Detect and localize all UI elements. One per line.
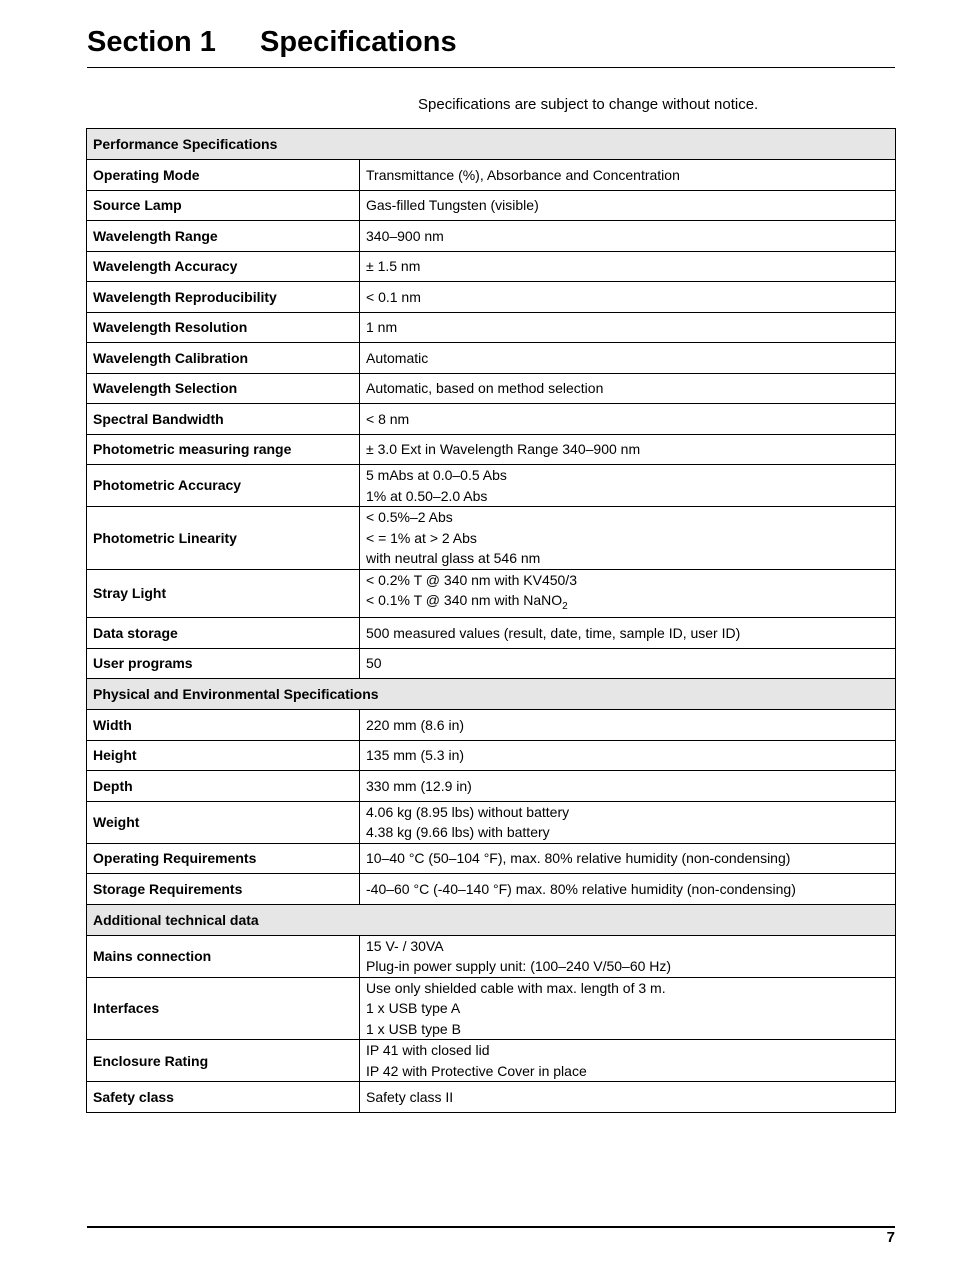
spec-value-line: 1 x USB type A: [366, 1000, 461, 1017]
spec-label: Wavelength Accuracy: [87, 251, 360, 282]
spec-value-line: Use only shielded cable with max. length of 3 m.: [366, 979, 666, 996]
spec-value-line: with neutral glass at 546 nm: [366, 550, 541, 566]
table-row: [87, 771, 896, 802]
spec-value: [360, 312, 896, 343]
table-row: [87, 507, 896, 570]
spec-label: Interfaces: [87, 977, 360, 1040]
spec-value: [360, 569, 896, 618]
spec-value: [360, 507, 896, 570]
spec-value-line: ± 1.5 nm: [366, 258, 421, 274]
spec-value-line: 50: [366, 655, 382, 672]
spec-label: Data storage: [87, 618, 360, 649]
spec-value: [360, 1040, 896, 1082]
section-heading: [87, 22, 895, 68]
table-row: [87, 710, 896, 741]
spec-label: Width: [87, 710, 360, 741]
spec-value: [360, 190, 896, 221]
spec-value: [360, 618, 896, 649]
table-row: [87, 465, 896, 507]
spec-value-line: IP 42 with Protective Cover in place: [366, 1062, 587, 1079]
spec-value-line: ± 3.0 Ext in Wavelength Range 340–900 nm: [366, 441, 641, 457]
spec-label: User programs: [87, 648, 360, 679]
spec-value-line: 330 mm (12.9 in): [366, 777, 472, 794]
table-row: [87, 343, 896, 374]
spec-label: Depth: [87, 771, 360, 802]
spec-value-line: 15 V- / 30VA: [366, 937, 444, 954]
table-row: [87, 251, 896, 282]
spec-value: [360, 648, 896, 679]
spec-label: Operating Mode: [87, 160, 360, 191]
spec-value-line: Transmittance (%), Absorbance and Concentration: [366, 166, 680, 183]
spec-value-line: 4.38 kg (9.66 lbs) with battery: [366, 824, 550, 841]
spec-value: [360, 160, 896, 191]
table-row: [87, 160, 896, 191]
table-row: [87, 740, 896, 771]
spec-value-line: < 0.5%–2 Abs: [366, 509, 453, 525]
spec-value: [360, 1082, 896, 1113]
spec-value: [360, 935, 896, 977]
spec-value-line: < = 1% at > 2 Abs: [366, 529, 477, 546]
spec-label: Wavelength Selection: [87, 373, 360, 404]
spec-value: [360, 221, 896, 252]
spec-label: Wavelength Range: [87, 221, 360, 252]
spec-value-line: < 0.2% T @ 340 nm with KV450/3: [366, 571, 577, 588]
table-row: [87, 221, 896, 252]
spec-label: Height: [87, 740, 360, 771]
spec-label: Spectral Bandwidth: [87, 404, 360, 435]
spec-value: [360, 977, 896, 1040]
table-row: [87, 312, 896, 343]
table-row: [87, 373, 896, 404]
section-number: Section 1: [87, 26, 216, 58]
table-row: [87, 282, 896, 313]
table-row: [87, 569, 896, 618]
specifications-table: [86, 128, 896, 1113]
spec-value-line: 220 mm (8.6 in): [366, 716, 465, 733]
table-row: [87, 648, 896, 679]
spec-value-line: 1 x USB type B: [366, 1020, 461, 1037]
spec-value-line: 1 nm: [366, 319, 398, 335]
spec-value-line: Safety class II: [366, 1088, 454, 1105]
table-row: [87, 935, 896, 977]
table-row: [87, 434, 896, 465]
table-row: [87, 977, 896, 1040]
table-row: [87, 801, 896, 843]
spec-value: [360, 373, 896, 404]
section-header: Performance Specifications: [87, 129, 896, 160]
spec-value: [360, 740, 896, 771]
spec-value: [360, 434, 896, 465]
table-row: [87, 618, 896, 649]
spec-value-line: < 8 nm: [366, 410, 410, 427]
spec-label: Mains connection: [87, 935, 360, 977]
table-row: [87, 843, 896, 874]
spec-value-line: 10–40 °C (50–104 °F), max. 80% relative humidity (non-condensing): [366, 850, 791, 867]
spec-value-line: 5 mAbs at 0.0–0.5 Abs: [366, 467, 507, 483]
section-header-row: [87, 679, 896, 710]
page-title: Specifications: [260, 26, 457, 58]
formula-subscript: 2: [562, 600, 568, 612]
spec-value-line: Automatic: [366, 349, 429, 366]
spec-label: Safety class: [87, 1082, 360, 1113]
spec-value: [360, 465, 896, 507]
formula-text: < 0.1% T @ 340 nm with NaNO: [366, 592, 563, 608]
table-row: [87, 1040, 896, 1082]
section-header: Physical and Environmental Specifications: [87, 679, 896, 710]
section-header: Additional technical data: [87, 904, 896, 935]
spec-value-line: 1% at 0.50–2.0 Abs: [366, 487, 488, 504]
spec-label: Stray Light: [87, 569, 360, 618]
spec-value-line: Gas-filled Tungsten (visible): [366, 197, 539, 213]
spec-label: Enclosure Rating: [87, 1040, 360, 1082]
spec-value-line: Automatic, based on method selection: [366, 380, 604, 396]
page-number: 7: [886, 1229, 895, 1246]
spec-value: [360, 843, 896, 874]
spec-label: Storage Requirements: [87, 874, 360, 905]
spec-label: Wavelength Calibration: [87, 343, 360, 374]
spec-value-line: 500 measured values (result, date, time, sample ID, user ID): [366, 624, 741, 641]
spec-value-line: 135 mm (5.3 in): [366, 747, 465, 764]
spec-value-line: 4.06 kg (8.95 lbs) without battery: [366, 803, 570, 820]
spec-value-line: Plug-in power supply unit: (100–240 V/50–60 Hz): [366, 958, 672, 975]
spec-value: [360, 251, 896, 282]
spec-label: Photometric measuring range: [87, 434, 360, 465]
spec-value-line: < 0.1 nm: [366, 288, 421, 305]
spec-label: Photometric Accuracy: [87, 465, 360, 507]
table-row: [87, 1082, 896, 1113]
spec-label: Wavelength Resolution: [87, 312, 360, 343]
footer-divider: [87, 1226, 895, 1228]
section-header-row: [87, 904, 896, 935]
spec-value: [360, 710, 896, 741]
spec-value: [360, 874, 896, 905]
spec-value-line: [366, 590, 889, 617]
spec-value-line: 340–900 nm: [366, 227, 444, 244]
spec-label: Wavelength Reproducibility: [87, 282, 360, 313]
spec-label: Weight: [87, 801, 360, 843]
table-row: [87, 404, 896, 435]
spec-label: Photometric Linearity: [87, 507, 360, 570]
table-row: [87, 190, 896, 221]
change-notice: Specifications are subject to change without notice.: [418, 96, 759, 113]
spec-label: Operating Requirements: [87, 843, 360, 874]
spec-value: [360, 771, 896, 802]
table-row: [87, 874, 896, 905]
spec-value-line: -40–60 °C (-40–140 °F) max. 80% relative humidity (non-condensing): [366, 880, 796, 897]
spec-label: Source Lamp: [87, 190, 360, 221]
spec-value: [360, 343, 896, 374]
section-header-row: [87, 129, 896, 160]
spec-value: [360, 801, 896, 843]
spec-value-line: IP 41 with closed lid: [366, 1042, 490, 1059]
spec-value: [360, 404, 896, 435]
spec-value: [360, 282, 896, 313]
